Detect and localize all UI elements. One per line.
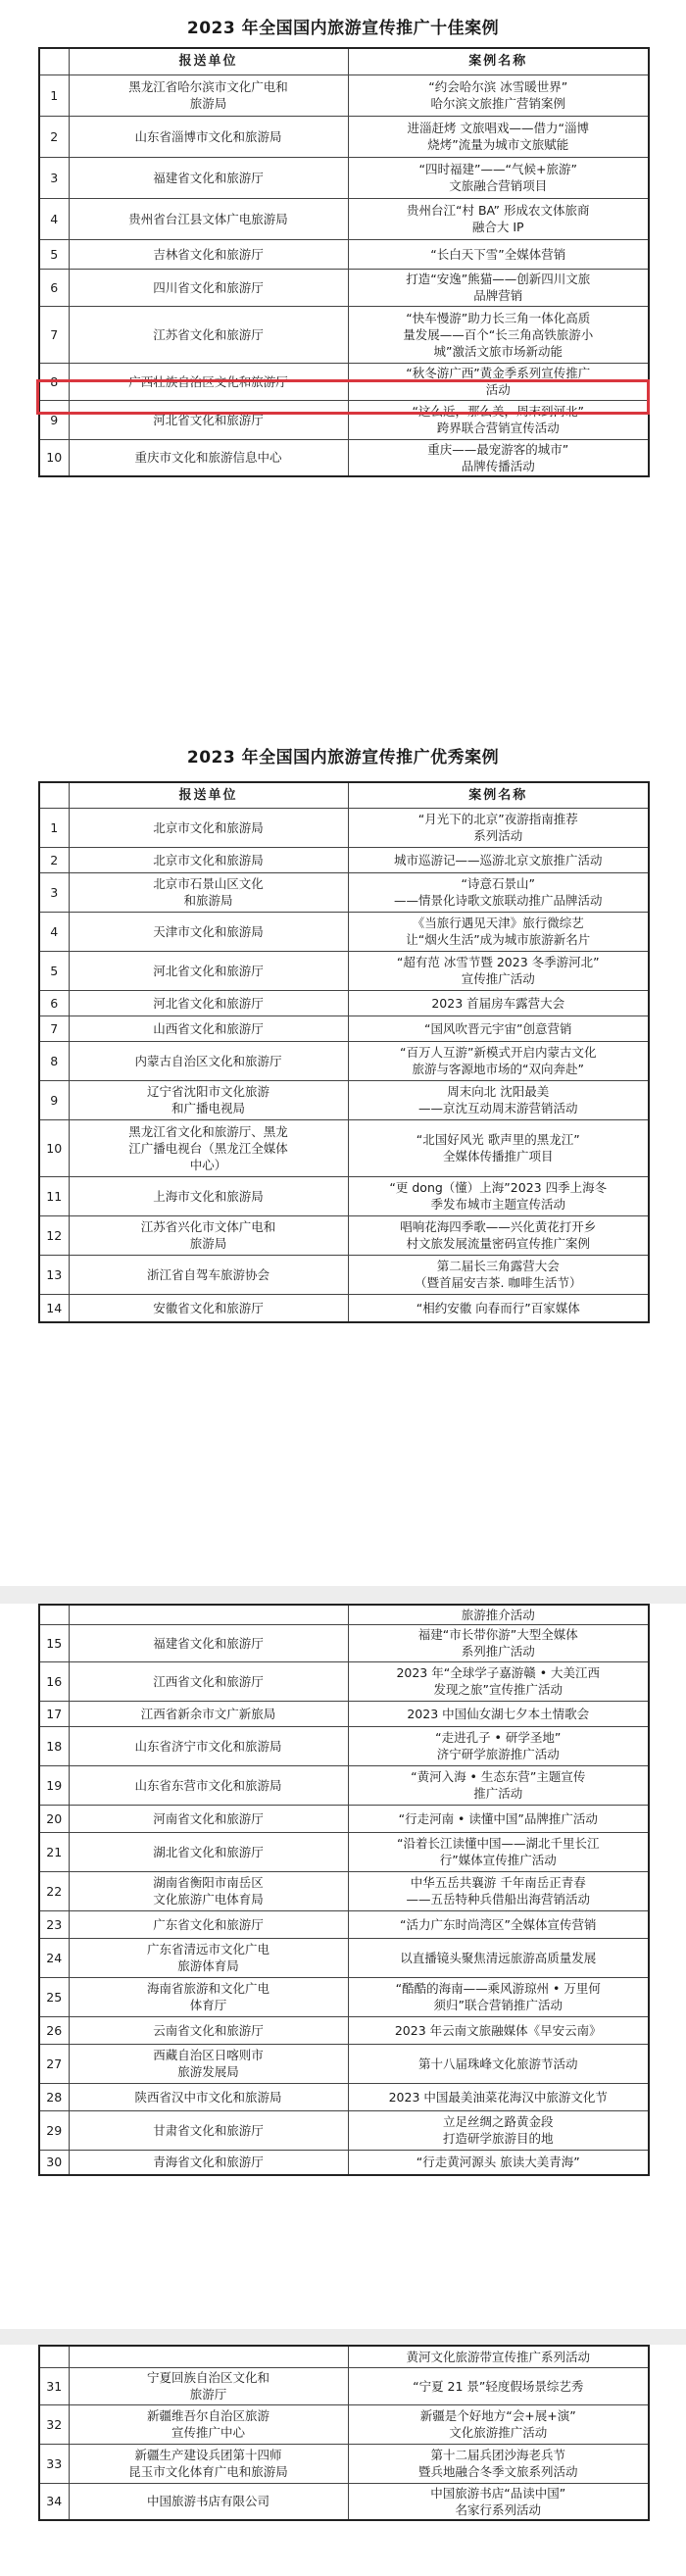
row-number: 28 — [39, 2083, 69, 2110]
table-row — [39, 1977, 649, 2016]
row-unit: 西藏自治区日喀则市 旅游发展局 — [69, 2044, 348, 2083]
row-unit: 海南省旅游和文化广电 体育厅 — [69, 1977, 348, 2016]
row-case: “相约安徽 向春而行”百家媒体 — [348, 1294, 649, 1322]
table-row — [39, 990, 649, 1016]
row-number: 17 — [39, 1701, 69, 1726]
table-row — [39, 2150, 649, 2175]
table-row — [39, 1176, 649, 1215]
row-case: “行走河南 • 读懂中国”品牌推广活动 — [348, 1805, 649, 1832]
row-number: 10 — [39, 439, 69, 476]
row-case: “超有范 冰雪节暨 2023 冬季游河北” 宣传推广活动 — [348, 951, 649, 990]
table-row — [39, 269, 649, 306]
table-row — [39, 1832, 649, 1871]
row-unit: 山东省济宁市文化和旅游局 — [69, 1726, 348, 1765]
table-row — [39, 1701, 649, 1726]
table-row — [39, 1041, 649, 1080]
row-case: 2023 年云南文旅融媒体《早安云南》 — [348, 2016, 649, 2044]
row-case: 2023 首届房车露营大会 — [348, 990, 649, 1016]
row-number: 9 — [39, 1080, 69, 1119]
excellent-table-part-3 — [38, 2345, 650, 2521]
table-row — [39, 1805, 649, 1832]
table-row — [39, 2016, 649, 2044]
row-case: “更 dong（懂）上海”2023 四季上海冬 季发布城市主题宣传活动 — [348, 1176, 649, 1215]
row-number: 6 — [39, 990, 69, 1016]
row-number: 1 — [39, 808, 69, 847]
row-number: 23 — [39, 1910, 69, 1938]
row-unit: 河北省文化和旅游厅 — [69, 990, 348, 1016]
row-unit: 山西省文化和旅游厅 — [69, 1016, 348, 1041]
row-case: 打造“安逸”熊猫——创新四川文旅 品牌营销 — [348, 269, 649, 306]
row-number: 22 — [39, 1871, 69, 1910]
table-row — [39, 951, 649, 990]
row-case: “秋冬游广西”黄金季系列宣传推广 活动 — [348, 363, 649, 400]
table-header-row — [39, 48, 649, 74]
table-row — [39, 2346, 649, 2367]
row-number: 32 — [39, 2404, 69, 2444]
row-unit: 湖北省文化和旅游厅 — [69, 1832, 348, 1871]
row-unit: 宁夏回族自治区文化和 旅游厅 — [69, 2367, 348, 2404]
header-unit: 报送单位 — [69, 48, 348, 74]
row-number: 21 — [39, 1832, 69, 1871]
row-case: 新疆是个好地方“会+展+演” 文化旅游推广活动 — [348, 2404, 649, 2444]
table-row — [39, 2367, 649, 2404]
row-unit: 北京市文化和旅游局 — [69, 808, 348, 847]
row-case: 2023 年“全球学子嘉游赣 • 大美江西 发现之旅”宣传推广活动 — [348, 1661, 649, 1701]
row-number: 19 — [39, 1765, 69, 1805]
row-unit: 新疆生产建设兵团第十四师 昆玉市文化体育广电和旅游局 — [69, 2444, 348, 2483]
row-unit: 江苏省兴化市文体广电和 旅游局 — [69, 1215, 348, 1255]
row-case: “百万人互游”新模式开启内蒙古文化 旅游与客源地市场的“双向奔赴” — [348, 1041, 649, 1080]
row-number: 27 — [39, 2044, 69, 2083]
row-case: “约会哈尔滨 冰雪暖世界” 哈尔滨文旅推广营销案例 — [348, 74, 649, 116]
row-unit: 青海省文化和旅游厅 — [69, 2150, 348, 2175]
table-row — [39, 2083, 649, 2110]
row-number: 25 — [39, 1977, 69, 2016]
row-unit: 江西省文化和旅游厅 — [69, 1661, 348, 1701]
table-row — [39, 306, 649, 363]
table-row — [39, 400, 649, 439]
row-unit: 广东省清远市文化广电 旅游体育局 — [69, 1938, 348, 1977]
row-number: 8 — [39, 1041, 69, 1080]
row-case: “诗意石景山” ——情景化诗歌文旅联动推广品牌活动 — [348, 872, 649, 912]
row-number: 8 — [39, 363, 69, 400]
row-number: 2 — [39, 116, 69, 157]
row-unit: 云南省文化和旅游厅 — [69, 2016, 348, 2044]
row-number: 5 — [39, 951, 69, 990]
table-row — [39, 912, 649, 951]
excellent-table-part-1 — [38, 781, 650, 1323]
row-case: 城市巡游记——巡游北京文旅推广活动 — [348, 847, 649, 872]
table-row — [39, 1119, 649, 1176]
row-unit: 广东省文化和旅游厅 — [69, 1910, 348, 1938]
row-case: “四时福建”——“气候+旅游” 文旅融合营销项目 — [348, 157, 649, 198]
row-unit: 贵州省台江县文体广电旅游局 — [69, 198, 348, 239]
table-row — [39, 2483, 649, 2520]
row-unit: 北京市文化和旅游局 — [69, 847, 348, 872]
table-row — [39, 1938, 649, 1977]
row-unit: 辽宁省沈阳市文化旅游 和广播电视局 — [69, 1080, 348, 1119]
row-case: “北国好风光 歌声里的黑龙江” 全媒体传播推广项目 — [348, 1119, 649, 1176]
row-number: 24 — [39, 1938, 69, 1977]
row-case: “黄河入海 • 生态东营”主题宣传 推广活动 — [348, 1765, 649, 1805]
row-number: 30 — [39, 2150, 69, 2175]
table-row — [39, 1605, 649, 1624]
row-case: 进淄赶烤 文旅唱戏——借力“淄博 烧烤”流量为城市文旅赋能 — [348, 116, 649, 157]
row-case: 福建“市长带你游”大型全媒体 系列推广活动 — [348, 1624, 649, 1661]
top-ten-title: 2023 年全国国内旅游宣传推广十佳案例 — [186, 19, 500, 38]
row-unit: 内蒙古自治区文化和旅游厅 — [69, 1041, 348, 1080]
row-case: “这么近，那么美，周末到河北” 跨界联合营销宣传活动 — [348, 400, 649, 439]
table-row — [39, 439, 649, 476]
row-number: 3 — [39, 872, 69, 912]
row-unit: 广西壮族自治区文化和旅游厅 — [69, 363, 348, 400]
table-row — [39, 1215, 649, 1255]
top-ten-table — [38, 47, 650, 477]
row-number: 5 — [39, 239, 69, 269]
row-unit: 河南省文化和旅游厅 — [69, 1805, 348, 1832]
table-row — [39, 2110, 649, 2150]
row-unit: 黑龙江省文化和旅游厅、黑龙 江广播电视台（黑龙江全媒体 中心） — [69, 1119, 348, 1176]
header-no — [39, 782, 69, 808]
row-number: 7 — [39, 306, 69, 363]
row-case: 第十二届兵团沙海老兵节 暨兵地融合冬季文旅系列活动 — [348, 2444, 649, 2483]
row-number: 10 — [39, 1119, 69, 1176]
row-unit: 陕西省汉中市文化和旅游局 — [69, 2083, 348, 2110]
row-case: “走进孔子 • 研学圣地” 济宁研学旅游推广活动 — [348, 1726, 649, 1765]
row-case: “行走黄河源头 旅读大美青海” — [348, 2150, 649, 2175]
row-number: 4 — [39, 912, 69, 951]
row-case: “长白天下雪”全媒体营销 — [348, 239, 649, 269]
header-no — [39, 48, 69, 74]
row-number: 14 — [39, 1294, 69, 1322]
row-number: 4 — [39, 198, 69, 239]
row-case: 唱响花海四季歌——兴化黄花打开乡 村文旅发展流量密码宣传推广案例 — [348, 1215, 649, 1255]
row-unit: 上海市文化和旅游局 — [69, 1176, 348, 1215]
table-row — [39, 1080, 649, 1119]
row-unit: 中国旅游书店有限公司 — [69, 2483, 348, 2520]
row-case: 第二届长三角露营大会 （暨首届安吉茶. 咖啡生活节） — [348, 1255, 649, 1294]
row-case: 中国旅游书店“品读中国” 名家行系列活动 — [348, 2483, 649, 2520]
table-row — [39, 363, 649, 400]
row-case: 贵州台江“村 BA” 形成农文体旅商 融合大 IP — [348, 198, 649, 239]
row-unit: 甘肃省文化和旅游厅 — [69, 2110, 348, 2150]
table-row — [39, 2044, 649, 2083]
row-unit: 河北省文化和旅游厅 — [69, 951, 348, 990]
row-case: 第十八届珠峰文化旅游节活动 — [348, 2044, 649, 2083]
row-number: 2 — [39, 847, 69, 872]
table-row — [39, 808, 649, 847]
excellent-table-part-2 — [38, 1604, 650, 2176]
row-number: 31 — [39, 2367, 69, 2404]
table-row — [39, 1016, 649, 1041]
row-number: 12 — [39, 1215, 69, 1255]
table-row — [39, 1726, 649, 1765]
row-unit: 江西省新余市文广新旅局 — [69, 1701, 348, 1726]
table-row — [39, 2444, 649, 2483]
header-unit: 报送单位 — [69, 782, 348, 808]
excellent-cases-title: 2023 年全国国内旅游宣传推广优秀案例 — [186, 748, 500, 768]
row-case: 以直播镜头聚焦清远旅游高质量发展 — [348, 1938, 649, 1977]
row-case: “月光下的北京”夜游指南推荐 系列活动 — [348, 808, 649, 847]
row-number: 9 — [39, 400, 69, 439]
table-row — [39, 872, 649, 912]
header-case: 案例名称 — [348, 782, 649, 808]
table-row — [39, 157, 649, 198]
row-unit — [69, 2346, 348, 2367]
table-row — [39, 198, 649, 239]
row-number: 18 — [39, 1726, 69, 1765]
row-case: 中华五岳共襄游 千年南岳正青春 ——五岳特种兵借船出海营销活动 — [348, 1871, 649, 1910]
row-unit: 河北省文化和旅游厅 — [69, 400, 348, 439]
row-number: 29 — [39, 2110, 69, 2150]
header-case: 案例名称 — [348, 48, 649, 74]
row-unit: 江苏省文化和旅游厅 — [69, 306, 348, 363]
row-unit: 新疆维吾尔自治区旅游 宣传推广中心 — [69, 2404, 348, 2444]
row-number: 34 — [39, 2483, 69, 2520]
table-row — [39, 1765, 649, 1805]
row-case: 2023 中国最美油菜花海汉中旅游文化节 — [348, 2083, 649, 2110]
row-case: “国风吹晋元宇宙”创意营销 — [348, 1016, 649, 1041]
row-number — [39, 2346, 69, 2367]
row-number — [39, 1605, 69, 1624]
table-row — [39, 847, 649, 872]
page-break — [0, 1586, 686, 1604]
row-unit: 北京市石景山区文化 和旅游局 — [69, 872, 348, 912]
table-row — [39, 1624, 649, 1661]
row-unit: 安徽省文化和旅游厅 — [69, 1294, 348, 1322]
table-row — [39, 2404, 649, 2444]
row-number: 7 — [39, 1016, 69, 1041]
row-number: 3 — [39, 157, 69, 198]
row-unit — [69, 1605, 348, 1624]
row-case: 旅游推介活动 — [348, 1605, 649, 1624]
table-row — [39, 239, 649, 269]
row-case: “酷酷的海南——乘风游琼州 • 万里何 须归”联合营销推广活动 — [348, 1977, 649, 2016]
row-number: 33 — [39, 2444, 69, 2483]
row-unit: 天津市文化和旅游局 — [69, 912, 348, 951]
row-case: 周末向北 沈阳最美 ——京沈互动周末游营销活动 — [348, 1080, 649, 1119]
row-unit: 山东省淄博市文化和旅游局 — [69, 116, 348, 157]
row-case: 重庆——最宠游客的城市” 品牌传播活动 — [348, 439, 649, 476]
row-unit: 山东省东营市文化和旅游局 — [69, 1765, 348, 1805]
page-break — [0, 2329, 686, 2345]
row-case: “活力广东时尚湾区”全媒体宣传营销 — [348, 1910, 649, 1938]
row-case: “宁夏 21 景”轻度假场景综艺秀 — [348, 2367, 649, 2404]
row-case: 2023 中国仙女湖七夕本土情歌会 — [348, 1701, 649, 1726]
row-unit: 福建省文化和旅游厅 — [69, 1624, 348, 1661]
table-row — [39, 1661, 649, 1701]
table-row — [39, 74, 649, 116]
row-unit: 四川省文化和旅游厅 — [69, 269, 348, 306]
row-unit: 湖南省衡阳市南岳区 文化旅游广电体育局 — [69, 1871, 348, 1910]
row-number: 16 — [39, 1661, 69, 1701]
row-case: 黄河文化旅游带宣传推广系列活动 — [348, 2346, 649, 2367]
row-number: 13 — [39, 1255, 69, 1294]
row-case: 立足丝绸之路黄金段 打造研学旅游目的地 — [348, 2110, 649, 2150]
row-unit: 吉林省文化和旅游厅 — [69, 239, 348, 269]
table-row — [39, 1294, 649, 1322]
row-unit: 黑龙江省哈尔滨市文化广电和 旅游局 — [69, 74, 348, 116]
row-case: “沿着长江读懂中国——湖北千里长江 行”媒体宣传推广活动 — [348, 1832, 649, 1871]
row-number: 1 — [39, 74, 69, 116]
table-row — [39, 1255, 649, 1294]
row-unit: 重庆市文化和旅游信息中心 — [69, 439, 348, 476]
table-row — [39, 1871, 649, 1910]
row-unit: 浙江省自驾车旅游协会 — [69, 1255, 348, 1294]
row-number: 26 — [39, 2016, 69, 2044]
table-row — [39, 1910, 649, 1938]
row-case: “快车慢游”助力长三角一体化高质 量发展——百个“长三角高铁旅游小 城”激活文旅市场新动能 — [348, 306, 649, 363]
row-unit: 福建省文化和旅游厅 — [69, 157, 348, 198]
row-number: 20 — [39, 1805, 69, 1832]
row-number: 6 — [39, 269, 69, 306]
row-case: 《当旅行遇见天津》旅行微综艺 让“烟火生活”成为城市旅游新名片 — [348, 912, 649, 951]
row-number: 15 — [39, 1624, 69, 1661]
table-row — [39, 116, 649, 157]
table-header-row — [39, 782, 649, 808]
row-number: 11 — [39, 1176, 69, 1215]
